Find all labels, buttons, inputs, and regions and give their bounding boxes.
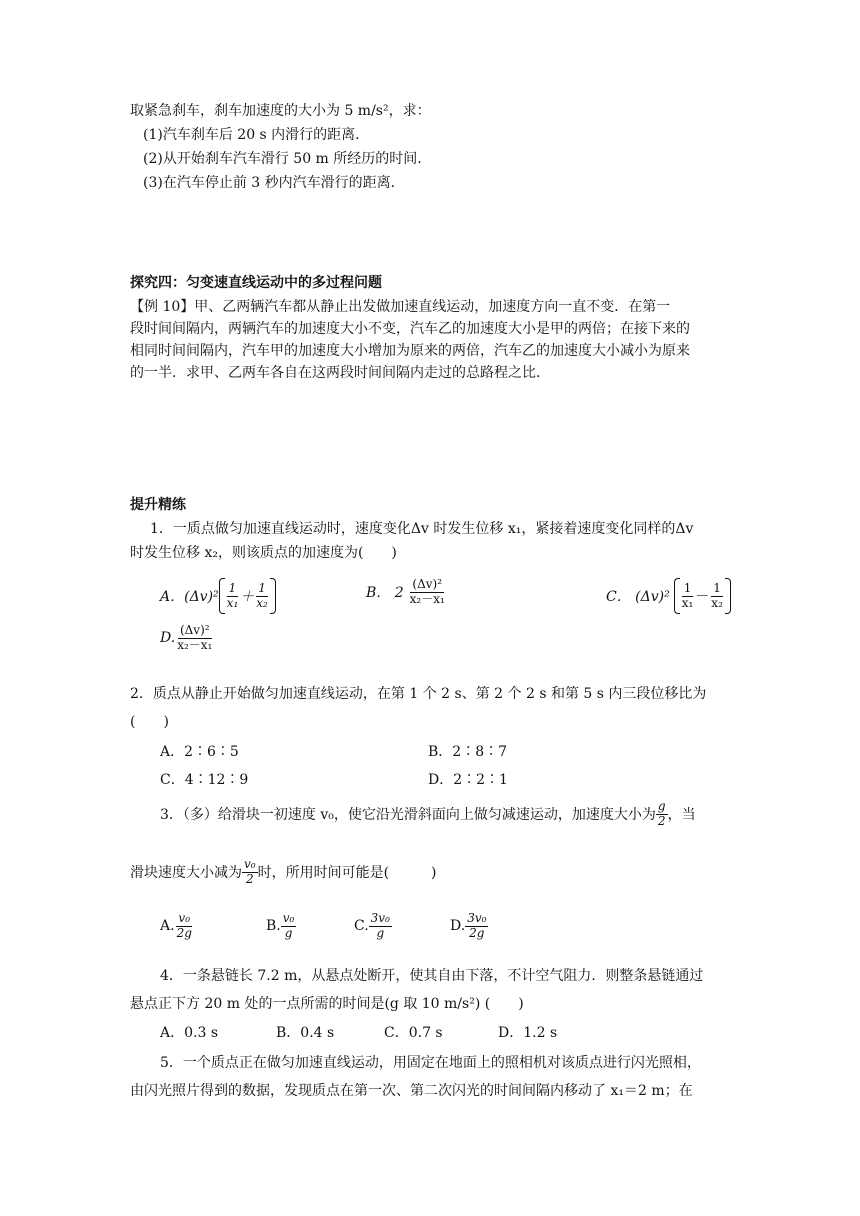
problem-3-text: 3．（多）给滑块一初速度 v₀，使它沿光滑斜面向上做匀减速运动，加速度大小为: [160, 807, 656, 824]
problem-3-line: [130, 858, 437, 887]
denominator: x₁: [226, 595, 239, 610]
option-c[interactable]: [354, 912, 392, 941]
problem-4-line: 悬点正下方 20 m 处的一点所需的时间是(g 取 10 m/s²) ( ): [130, 996, 524, 1012]
option-d[interactable]: [450, 912, 488, 941]
denominator: 2g: [176, 925, 192, 940]
option-b[interactable]: [266, 912, 296, 941]
option-label: D.: [450, 918, 466, 935]
option-label: A.: [160, 918, 175, 935]
numerator: v₀: [282, 911, 295, 925]
option-d[interactable]: D．2∶2∶1: [428, 772, 508, 788]
denominator: 2g: [469, 925, 485, 940]
plus-sign: ＋: [240, 589, 255, 605]
denominator: 2: [245, 871, 254, 886]
section-heading: 探究四：匀变速直线运动中的多过程问题: [130, 275, 382, 291]
example-10-line: 的一半．求甲、乙两车各自在这两段时间间隔内走过的总路程之比．: [130, 365, 550, 381]
denominator: x₂: [711, 595, 723, 610]
problem-intro-line: 取紧急刹车，刹车加速度的大小为 5 m/s²，求：: [130, 103, 431, 119]
problem-4-line: 4．一条悬链长 7.2 m，从悬点处断开，使其自由下落，不计空气阻力．则整条悬链通过: [160, 968, 704, 984]
numerator: 1: [683, 580, 692, 595]
numerator: 1: [713, 580, 721, 595]
option-a[interactable]: [160, 578, 276, 614]
numerator: v₀: [244, 857, 256, 871]
denominator: 2: [657, 813, 666, 828]
numerator: 3v₀: [370, 911, 390, 925]
practice-heading: 提升精练: [130, 497, 186, 513]
option-d[interactable]: D．1.2 s: [498, 1025, 558, 1041]
problem-3-text: ，当: [667, 807, 696, 824]
problem-5-line: 由闪光照片得到的数据，发现质点在第一次、第二次闪光的时间间隔内移动了 x₁＝2 m；在: [130, 1083, 693, 1099]
option-label: C． (Δv)²: [606, 589, 670, 605]
option-a[interactable]: A．2∶6∶5: [160, 744, 239, 760]
option-b[interactable]: B．0.4 s: [276, 1025, 335, 1041]
option-label: D.: [160, 630, 176, 647]
denominator: g: [284, 925, 293, 940]
example-10-line: 【例 10】甲、乙两辆汽车都从静止出发做加速直线运动，加速度方向一直不变．在第一: [130, 299, 671, 315]
formula-bracket: [219, 578, 276, 614]
denominator: x₂－x₁: [177, 637, 213, 652]
problem-1-line: 1．一质点做匀加速直线运动时，速度变化Δv 时发生位移 x₁，紧接着速度变化同样的Δv: [150, 521, 694, 537]
example-10-line: 段时间间隔内，两辆汽车的加速度大小不变，汽车乙的加速度大小是甲的两倍；在接下来的: [130, 321, 690, 337]
option-b[interactable]: B．2∶8∶7: [428, 744, 508, 760]
numerator: 1: [228, 580, 237, 595]
option-c[interactable]: C．4∶12∶9: [160, 772, 249, 788]
option-label: C.: [354, 918, 369, 935]
option-b[interactable]: [366, 578, 447, 607]
option-a[interactable]: A．0.3 s: [160, 1025, 219, 1041]
sub-question-2: (2)从开始刹车汽车滑行 50 m 所经历的时间．: [143, 151, 432, 167]
denominator: x₁: [681, 595, 694, 610]
option-label: B． 2: [366, 585, 404, 602]
formula-bracket: [674, 578, 731, 614]
problem-3-text: 时，所用时间可能是( ): [257, 865, 437, 882]
sub-question-3: (3)在汽车停止前 3 秒内汽车滑行的距离．: [143, 175, 405, 191]
problem-2-line: 2．质点从静止开始做匀加速直线运动，在第 1 个 2 s、第 2 个 2 s 和第 5 s 内三段位移比为: [130, 686, 707, 702]
denominator: x₂－x₁: [409, 591, 445, 606]
numerator: (Δv)²: [179, 623, 210, 637]
problem-5-line: 5．一个质点正在做匀加速直线运动，用固定在地面上的照相机对该质点进行闪光照相，: [160, 1055, 701, 1071]
numerator: (Δv)²: [412, 577, 443, 591]
denominator: g: [376, 925, 385, 940]
problem-2-line: ( ): [130, 714, 169, 730]
option-c[interactable]: C．0.7 s: [384, 1025, 443, 1041]
option-a[interactable]: [160, 912, 194, 941]
problem-3-line: [160, 800, 696, 829]
example-10-line: 相同时间间隔内，汽车甲的加速度大小增加为原来的两倍，汽车乙的加速度大小减小为原来: [130, 343, 690, 359]
option-c[interactable]: [606, 578, 731, 614]
numerator: 1: [258, 580, 266, 595]
numerator: 3v₀: [467, 911, 487, 925]
problem-1-line: 时发生位移 x₂，则该质点的加速度为( ): [130, 545, 397, 561]
option-label: B.: [266, 918, 281, 935]
minus-sign: －: [695, 589, 710, 605]
numerator: v₀: [178, 911, 191, 925]
denominator: x₂: [256, 595, 268, 610]
option-label: A．(Δv)²: [160, 589, 219, 605]
problem-3-text: 滑块速度大小减为: [130, 865, 242, 882]
sub-question-1: (1)汽车刹车后 20 s 内滑行的距离．: [143, 127, 370, 143]
option-d[interactable]: [160, 624, 214, 653]
numerator: g: [657, 799, 666, 813]
